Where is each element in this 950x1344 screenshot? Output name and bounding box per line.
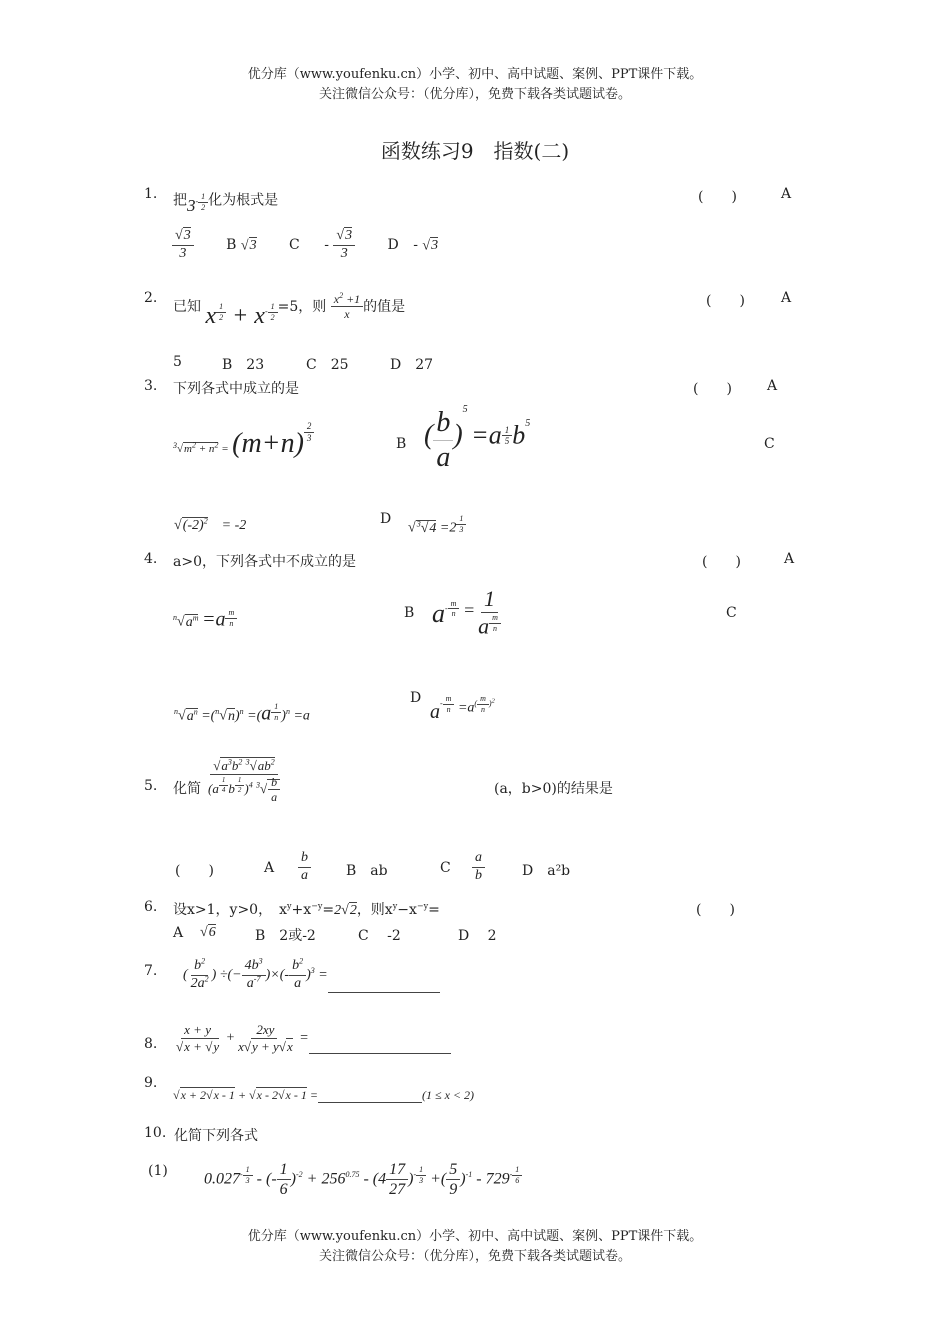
q10-sub1-expression: $0.027^{- \frac{1}{3}}$ - (- $\frac{1}{6}$ )$^{-2} + 256^{0.75} - (4$ $\frac{17}{27}$ )$^{- \frac{1}{3}}$ +( $\frac{5}{9}$ )$^{-1} - 729^{- \frac{1}{6}}$ [204,1160,522,1199]
q4-option-b-label: B [404,605,415,621]
q2-option-a-label: A [781,290,792,306]
q3-option-c-label: C [764,436,775,452]
q2-answer-paren: ( ) [706,293,745,309]
q5-option-a-label: A [264,860,275,876]
q2-number: 2. [144,290,158,306]
q5-expression: $√a^3b^2$ $^3√ab^2$ (a $^{\frac{1}{4}}$ b $^{\frac{1}{2}}$ )$^4$ $^3$√ $\frac{b}{a}$ [205,758,283,804]
header-line-2: 关注微信公众号：（优分库），免费下载各类试题试卷。 [318,87,631,102]
q3-option-d-label: D [380,511,392,527]
q9-answer-blank[interactable] [318,1102,422,1103]
q5-option-d: D a²b [522,863,571,879]
q5-answer-paren: ( ) [175,863,214,879]
q3-option-a: $^3√m^2 + n^2 = (m+n)$ $^{\frac{2}{3}}$ [173,428,314,460]
q4-option-b: $a^{- \frac{m}{n}}$ = 1 a $^{\frac{m}{n}}$ [432,586,504,640]
q7-expression: ( $\frac{b^2}{2a^2}$ ) ÷(− $\frac{4b^3}{a^{-7}}$ )×(- $\frac{b^2}{a}$ )$^3$ = [183,958,440,993]
q1-number: 1. [144,186,158,202]
q1-option-a-label: A [781,186,792,202]
q6-option-c: C -2 [358,928,401,944]
q6-option-a: √6 [200,925,216,940]
q5-option-c: $\frac{a}{b}$ [472,850,485,885]
q3-option-b-label: B [396,436,407,452]
q4-answer-paren: ( ) [702,554,741,570]
q6-option-b: B 2或-2 [255,928,316,944]
q5-pre: 化简 [173,781,201,797]
q2-stem: 已知 x $^{\frac{1}{2}}$ + $x^{- \frac{1}{2}}$ =5，则 $\frac{x^2 +1}{x}$ 的值是 [173,291,406,329]
q7-answer-blank[interactable] [328,992,440,993]
q5-number: 5. [144,778,158,794]
q10-number: 10. [144,1125,167,1141]
q8-answer-blank[interactable] [309,1053,451,1054]
q5-condition: (a，b>0)的结果是 [494,781,613,797]
q5-option-c-label: C [440,860,451,876]
q6-stem: 设x>1，y>0， $x^y+x^{-y}=2√2$，则$x^y-x^{-y}=$ [173,901,440,918]
q3-answer-paren: ( ) [693,381,732,397]
q4-option-a: $^n√a^m =a$ $^{\frac{m}{n}}$ [173,608,237,632]
q3-option-b: ( $\frac{b}{a}$ )$^5$ =a $^{\frac{1}{5}}$ $b^5$ [424,403,531,473]
footer-line-2: 关注微信公众号：（优分库），免费下载各类试题试卷。 [318,1249,631,1264]
q3-number: 3. [144,378,158,394]
q5-option-b: B ab [346,863,388,879]
q6-number: 6. [144,899,158,915]
q3-stem: 下列各式中成立的是 [173,381,299,397]
q1-stem: 把$3^{- \frac{1}{2}}$ 化为根式是 [173,192,279,215]
q1-options: $\frac{√3}{3}$ B √3 C - $\frac{√3}{3}$ D - √3 [172,228,438,263]
q4-option-c-label: C [726,605,737,621]
q8-expression: $\frac{x + y}{√x + √y}$ + $\frac{2xy}{x√y + y√x}$ = [173,1022,451,1054]
q9-number: 9. [144,1075,158,1091]
q4-option-d-label: D [410,690,422,706]
footer-line-1: 优分库（www.youfenku.cn）小学、初中、高中试题、案例、PPT课件下载。 [247,1229,703,1244]
q2-option-b: B 23 [222,357,265,373]
q2-option-a: 5 [173,354,182,370]
q2-option-c: C 25 [306,357,349,373]
q4-option-c: $^n√a^n =(^n√n)^n =(a$ $^{\frac{1}{n}}$ )$^n$ =a [174,702,310,725]
q5-option-a: $\frac{b}{a}$ [298,850,311,885]
q4-option-a-label: A [784,551,795,567]
q6-answer-paren: ( ) [696,902,735,918]
q10-sub1-label: (1) [148,1163,168,1179]
q6-option-a-label: A [173,925,184,941]
q4-option-d: $a^{- \frac{m}{n}}$ $=a^{( \frac{m}{n} )^2}$ [430,694,495,723]
q7-number: 7. [144,963,158,979]
q3-option-c: $√(-2)^2$ = -2 [174,516,247,533]
q10-stem: 化简下列各式 [174,1128,258,1144]
page-title: 函数练习9 指数(二) [380,139,570,163]
q4-number: 4. [144,551,158,567]
q6-option-d: D 2 [458,928,497,944]
q4-stem: a>0，下列各式中不成立的是 [173,554,356,570]
q3-option-a-label: A [767,378,778,394]
q1-answer-paren: ( ) [698,189,737,205]
q8-number: 8. [144,1036,158,1052]
q2-option-d: D 27 [390,357,434,373]
header-line-1: 优分库（www.youfenku.cn）小学、初中、高中试题、案例、PPT课件下载。 [247,67,703,82]
q9-expression: √x + 2√x - 1 + √x - 2√x - 1 = (1 ≤ x < 2) [173,1088,474,1102]
q3-option-d: √$^3$√4 =2 $^{\frac{1}{3}}$ [408,514,466,537]
